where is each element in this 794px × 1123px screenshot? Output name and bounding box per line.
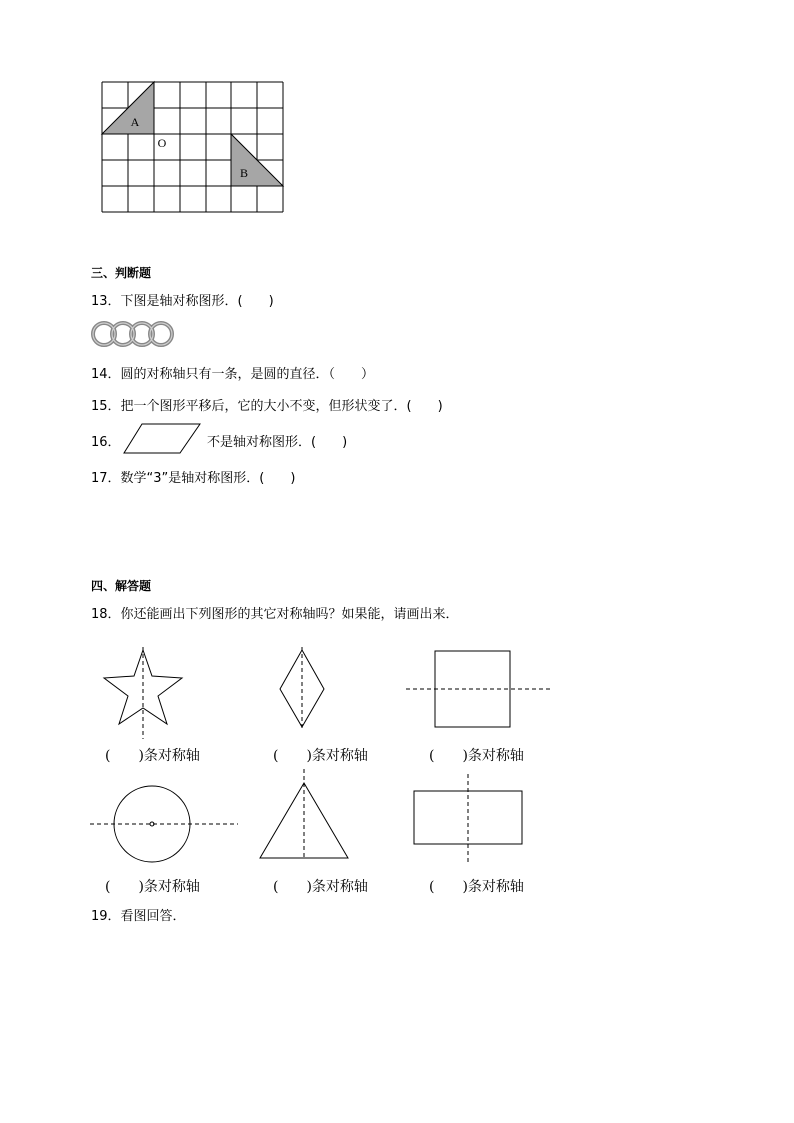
four-rings-image [90,320,174,350]
star-shape [100,645,186,740]
grid-lines [102,82,283,212]
question-number: 19． [91,909,121,924]
question-text: 下图是轴对称图形．( ) [120,294,274,309]
rectangle-shape [412,770,526,866]
axis-count-blank-circle: ( )条对称轴 [105,879,200,895]
question-text: 看图回答． [120,909,186,924]
label-a: A [130,115,140,129]
axis-count-blank-triangle: ( )条对称轴 [273,879,368,895]
axis-count-blank-rectangle: ( )条对称轴 [429,879,524,895]
question-number: 18． [91,607,121,622]
question-text: 你还能画出下列图形的其它对称轴吗？如果能，请画出来． [120,607,459,622]
question-19 [91,905,186,924]
circle-shape [88,785,240,865]
question-number: 14． [91,367,121,382]
question-16-number: 16． [91,435,121,450]
axis-count-blank-square: ( )条对称轴 [429,748,524,764]
section-4-title: 四、解答题 [91,579,152,593]
question-18 [91,603,459,622]
question-text: 圆的对称轴只有一条，是圆的直径．（ ） [120,367,375,382]
section-3-title: 三、判断题 [91,266,152,280]
grid-figure [100,80,286,214]
question-13 [91,290,274,309]
question-17 [91,467,295,486]
axis-count-blank-rhombus: ( )条对称轴 [273,748,368,764]
question-16-text: 不是轴对称图形．( ) [207,435,348,450]
label-o: O [157,136,167,150]
question-15 [91,395,443,414]
question-text: 数学“3”是轴对称图形．( ) [120,471,296,486]
question-14 [91,363,374,382]
triangle-shape [256,765,352,861]
question-number: 15． [91,399,121,414]
label-b: B [239,166,249,180]
parallelogram-shape [122,422,202,456]
rhombus-shape [276,645,328,730]
question-number: 17． [91,471,121,486]
question-number: 13． [91,294,121,309]
question-text: 把一个图形平移后，它的大小不变，但形状变了．( ) [120,399,443,414]
square-shape [404,648,554,730]
axis-count-blank-star: ( )条对称轴 [105,748,200,764]
